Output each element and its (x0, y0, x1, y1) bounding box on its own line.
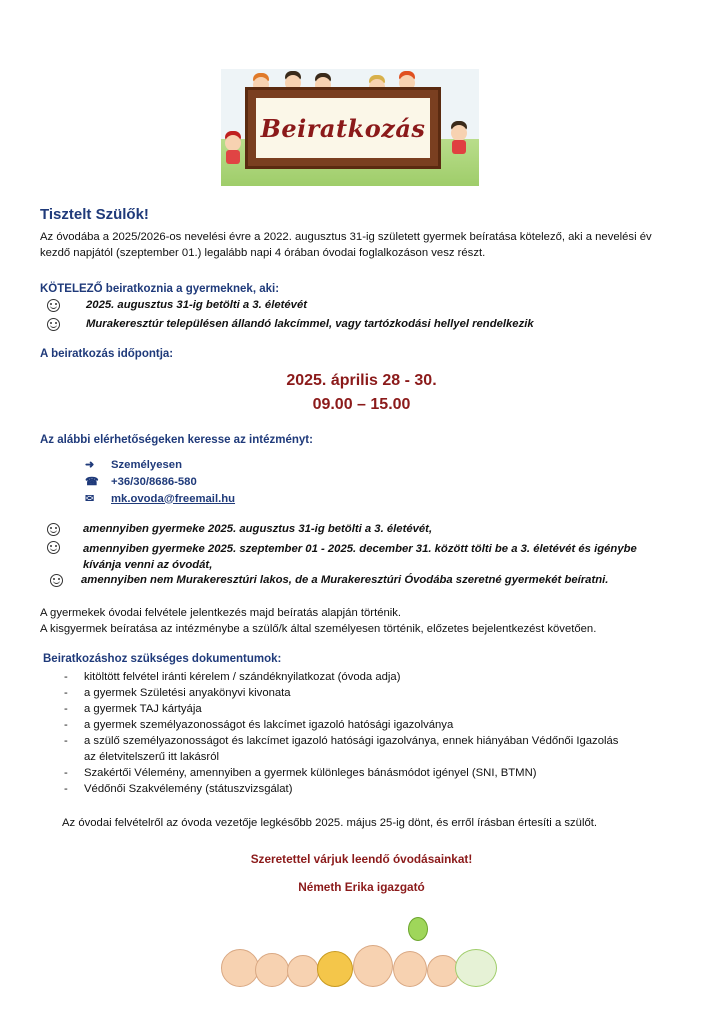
child-face (455, 949, 497, 987)
mandatory-item (47, 318, 534, 331)
schedule-date: 2025. április 28 - 30. (286, 372, 437, 389)
closing-line: Szeretettel várjuk leendő óvodásainkat! (250, 852, 473, 866)
list-item: - a gyermek TAJ kártyája (64, 703, 202, 715)
smiley-icon (47, 523, 60, 536)
greeting-heading: Tisztelt Szülők! (40, 206, 149, 223)
list-item: - a gyermek Születési anyakönyvi kivonata (64, 687, 291, 699)
mandatory-item-text: 2025. augusztus 31-ig betölti a 3. életévét (86, 299, 307, 311)
condition-text: amennyiben gyermeke 2025. szeptember 01 - 2025. december 31. között tölti be a 3. életévét és igénybe kívánja venni az óvodát, (83, 543, 637, 571)
child-figure (223, 131, 243, 151)
list-item: - a szülő személyazonosságot és lakcímet igazoló hatósági igazolványa, ennek hiányában Védőnői Igazolás az életvitelszerű itt lakásról (64, 735, 619, 763)
contact-in-person-label: Személyesen (111, 458, 182, 471)
header-banner (221, 69, 479, 186)
arrow-right-icon: ➜ (85, 459, 95, 471)
child-face (353, 945, 393, 987)
banner-title: Beiratkozás (260, 113, 426, 143)
child-face (393, 951, 427, 987)
process-line: A gyermekek óvodai felvétele jelentkezés majd beíratás alapján történik. (40, 607, 402, 619)
child-figure (449, 121, 469, 141)
documents-heading: Beiratkozáshoz szükséges dokumentumok: (43, 653, 282, 665)
condition-item (47, 523, 432, 536)
sign-board (245, 87, 441, 169)
contact-in-person (85, 458, 182, 471)
child-face (255, 953, 289, 987)
signature: Németh Erika igazgató (298, 880, 425, 894)
condition-item (50, 574, 608, 587)
condition-text: amennyiben nem Murakeresztúri lakos, de a Murakeresztúri Óvodába szeretné gyermekét beíratni. (81, 574, 609, 586)
documents-list (64, 669, 664, 797)
contact-phone-number: +36/30/8686-580 (111, 475, 197, 488)
intro-paragraph: Az óvodába a 2025/2026-os nevelési évre a 2022. augusztus 31-ig született gyermek beíratása kötelező, aki a nevelési év kezdő napjától (szeptember 01.) legalább napi 4 órában óvodai foglalkozáson vesz részt. (40, 231, 652, 259)
smiley-icon (47, 318, 60, 331)
smiley-icon (50, 574, 63, 587)
phone-icon: ☎ (85, 476, 99, 488)
contact-heading: Az alábbi elérhetőségeken keresse az intézményt: (40, 434, 313, 446)
contact-phone (85, 475, 197, 488)
condition-item (47, 541, 667, 573)
envelope-icon: ✉ (85, 493, 95, 505)
footer-children-illustration (203, 917, 501, 987)
mandatory-item (47, 299, 307, 312)
child-face (287, 955, 319, 987)
list-item: - a gyermek személyazonosságot és lakcímet igazoló hatósági igazolványa (64, 719, 454, 731)
schedule-heading: A beiratkozás időpontja: (40, 348, 174, 360)
smiley-icon (47, 299, 60, 312)
schedule-time: 09.00 – 15.00 (312, 396, 411, 413)
contact-email (85, 492, 235, 505)
child-face (221, 949, 259, 987)
contact-email-link[interactable]: mk.ovoda@freemail.hu (111, 492, 236, 505)
smiley-icon (47, 541, 60, 554)
mandatory-heading: KÖTELEZŐ beiratkoznia a gyermeknek, aki: (40, 283, 280, 295)
list-item: - Védőnői Szakvélemény (státuszvizsgálat) (64, 783, 293, 795)
child-face (317, 951, 353, 987)
list-item: - Szakértői Vélemény, amennyiben a gyermek különleges bánásmódot igényel (SNI, BTMN) (64, 767, 537, 779)
balloon-icon (408, 917, 428, 941)
decision-paragraph: Az óvodai felvételről az óvoda vezetője legkésőbb 2025. május 25-ig dönt, és erről írásban értesíti a szülőt. (62, 817, 598, 829)
child-face (427, 955, 459, 987)
condition-text: amennyiben gyermeke 2025. augusztus 31-ig betölti a 3. életévét, (83, 523, 433, 535)
list-item: - kitöltött felvétel iránti kérelem / szándéknyilatkozat (óvoda adja) (64, 671, 401, 683)
mandatory-item-text: Murakeresztúr településen állandó lakcímmel, vagy tartózkodási hellyel rendelkezik (86, 318, 534, 330)
process-line: A kisgyermek beíratása az intézménybe a szülő/k által személyesen történik, előzetes bejelentkezést követően. (40, 623, 597, 635)
